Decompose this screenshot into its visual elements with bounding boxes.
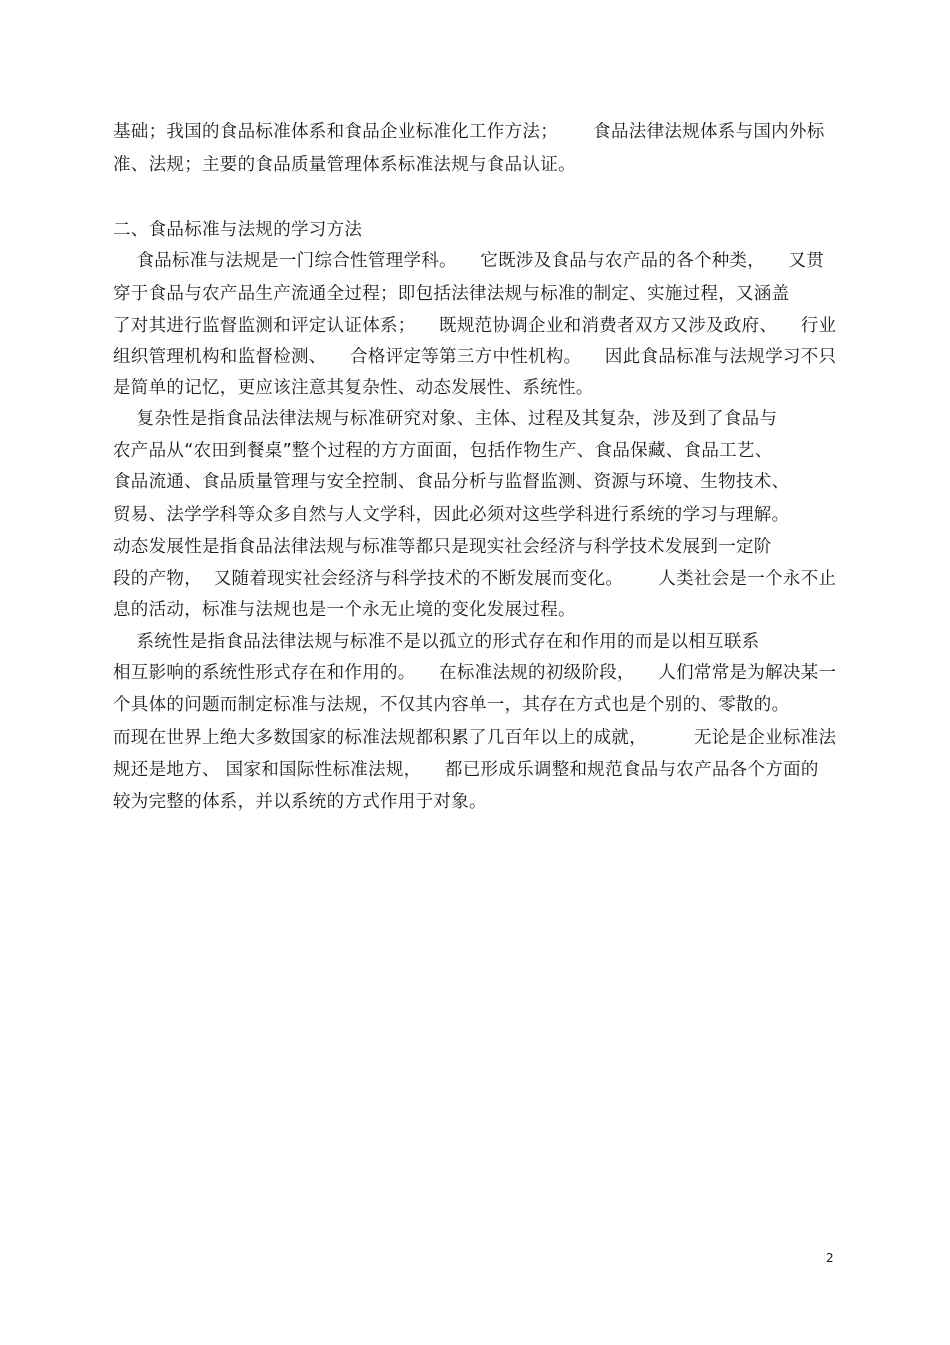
text-line: 系统性是指食品法律法规与标准不是以孤立的形式存在和作用的而是以相互联系 (113, 632, 760, 652)
text-line: 贸易、法学学科等众多自然与人文学科，因此必须对这些学科进行系统的学习与理解。 (113, 505, 790, 525)
text-line: 食品流通、食品质量管理与安全控制、食品分析与监督监测、资源与环境、生物技术、 (113, 472, 790, 492)
text-line: 个具体的问题而制定标准与法规，不仅其内容单一，其存在方式也是个别的、零散的。 (113, 695, 790, 715)
text-line: 穿于食品与农产品生产流通全过程；即包括法律法规与标准的制定、实施过程，又涵盖 (113, 284, 790, 304)
text-line: 息的活动，标准与法规也是一个永无止境的变化发展过程。 (113, 600, 576, 620)
text-line: 了对其进行监督监测和评定认证体系； 既规范协调企业和消费者双方又涉及政府、 行业 (113, 316, 837, 336)
section-heading: 二、食品标准与法规的学习方法 (113, 220, 363, 240)
text-line: 复杂性是指食品法律法规与标准研究对象、主体、过程及其复杂，涉及到了食品与 (113, 409, 778, 429)
text-line: 较为完整的体系，并以系统的方式作用于对象。 (113, 792, 487, 812)
text-line: 段的产物， 又随着现实社会经济与科学技术的不断发展而变化。 人类社会是一个永不止 (113, 569, 837, 589)
text-line: 是简单的记忆，更应该注意其复杂性、动态发展性、系统性。 (113, 378, 594, 398)
text-line: 规还是地方、 国家和国际性标准法规， 都已形成乐调整和规范食品与农产品各个方面的 (113, 760, 819, 780)
text-line: 相互影响的系统性形式存在和作用的。 在标准法规的初级阶段， 人们常常是为解决某一 (113, 663, 837, 683)
text-line: 基础；我国的食品标准体系和食品企业标准化工作方法； 食品法律法规体系与国内外标 (113, 122, 825, 142)
text-line: 动态发展性是指食品法律法规与标准等都只是现实社会经济与科学技术发展到一定阶 (113, 537, 772, 557)
page-number: 2 (826, 1251, 834, 1265)
text-line: 农产品从“农田到餐桌”整个过程的方方面面，包括作物生产、食品保藏、食品工艺、 (113, 441, 773, 461)
text-line: 准、法规；主要的食品质量管理体系标准法规与食品认证。 (113, 155, 576, 175)
text-line: 组织管理机构和监督检测、 合格评定等第三方中性机构。 因此食品标准与法规学习不只 (113, 347, 837, 367)
text-line: 食品标准与法规是一门综合性管理学科。 它既涉及食品与农产品的各个种类， 又贯 (113, 251, 825, 271)
text-line: 而现在世界上绝大多数国家的标准法规都积累了几百年以上的成就， 无论是企业标准法 (113, 728, 837, 748)
